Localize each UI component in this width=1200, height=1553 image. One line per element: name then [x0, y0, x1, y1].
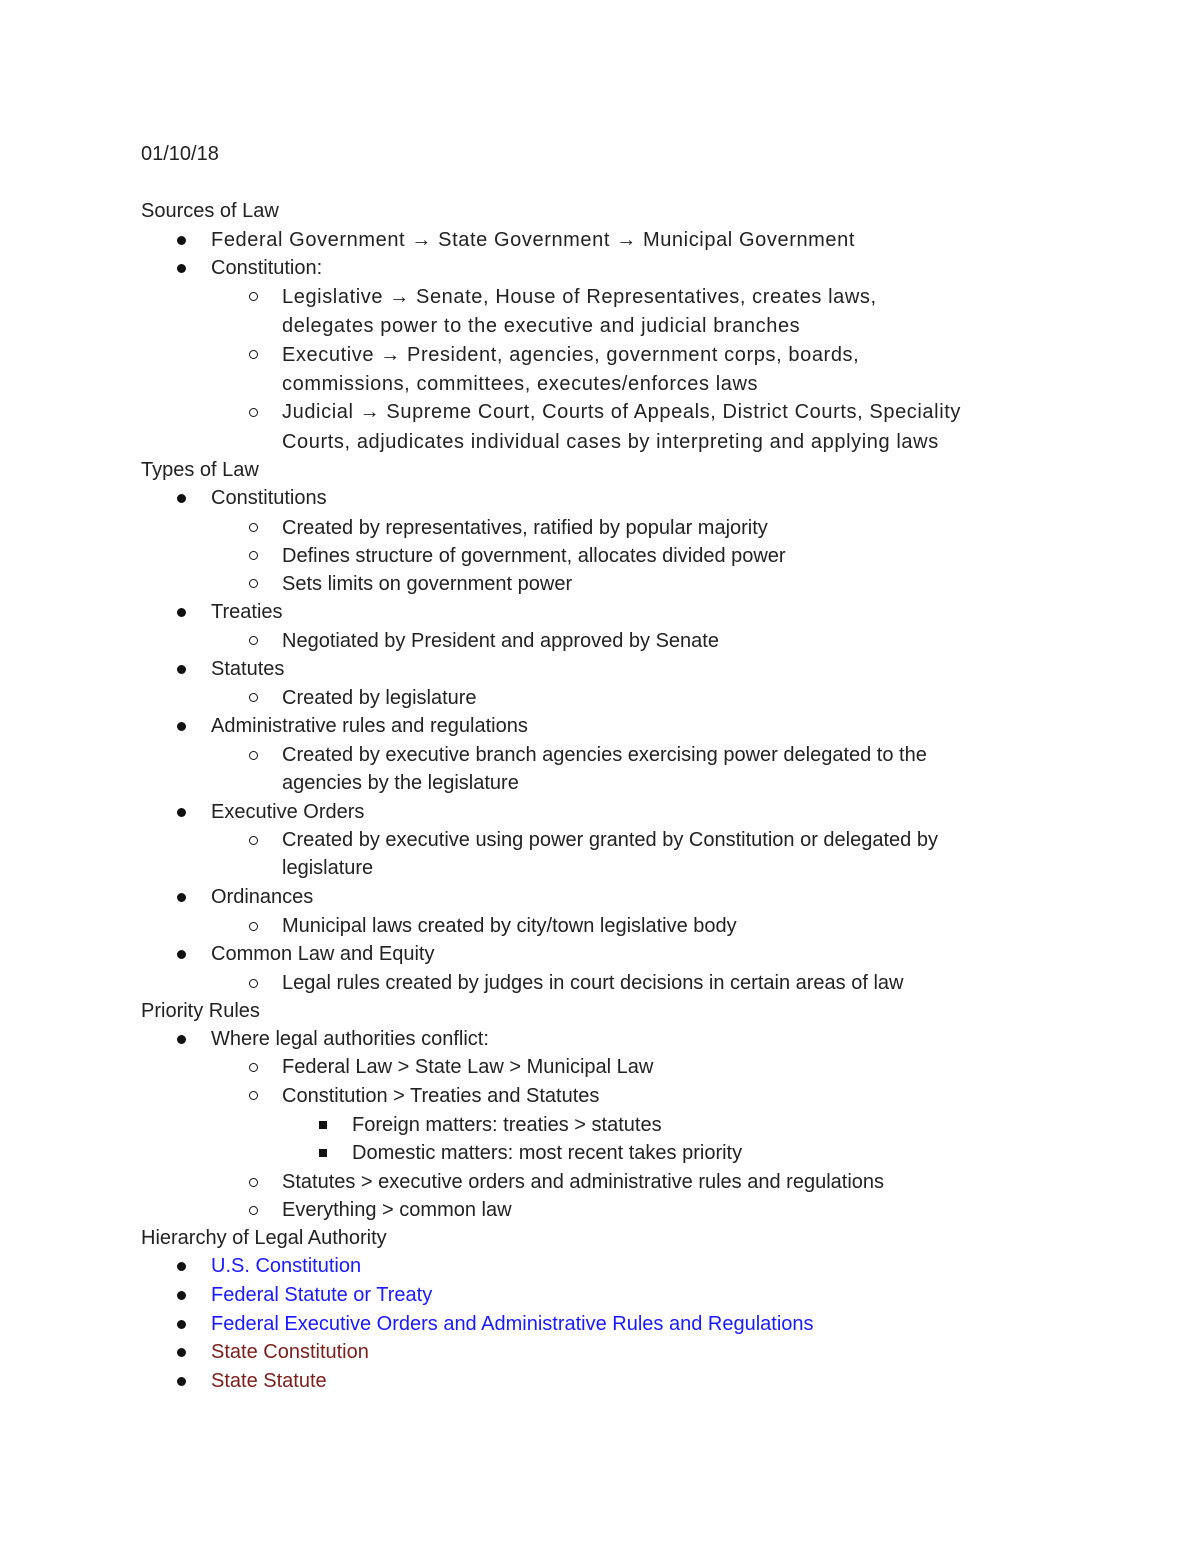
bullet-circle: [249, 751, 258, 760]
bullet-circle: [249, 1178, 258, 1187]
hierarchy-item-state: State Statute: [211, 1370, 327, 1392]
bullet-disc: [177, 1320, 186, 1329]
list-item: Executive Orders: [211, 801, 365, 823]
list-item: Sets limits on government power: [282, 573, 573, 595]
bullet-circle: [249, 408, 258, 417]
bullet-disc: [177, 893, 186, 902]
date: 01/10/18: [141, 143, 219, 165]
bullet-circle: [249, 1063, 258, 1072]
list-item: Statutes: [211, 658, 285, 680]
hierarchy-item-federal: U.S. Constitution: [211, 1255, 362, 1277]
bullet-disc: [177, 665, 186, 674]
list-item: Created by executive branch agencies exercising power delegated to the: [282, 744, 927, 766]
bullet-circle: [249, 693, 258, 702]
bullet-circle: [249, 1091, 258, 1100]
list-item: Federal Law > State Law > Municipal Law: [282, 1056, 654, 1078]
list-item: Executive → President, agencies, government corps, boards,: [282, 344, 860, 366]
heading-sources-of-law: Sources of Law: [141, 200, 279, 222]
bullet-circle: [249, 636, 258, 645]
list-item: Federal Government → State Government → Municipal Government: [211, 229, 856, 251]
list-item: Judicial → Supreme Court, Courts of Appeals, District Courts, Speciality: [282, 401, 962, 423]
list-item: Administrative rules and regulations: [211, 715, 528, 737]
bullet-circle: [249, 836, 258, 845]
hierarchy-item-federal: Federal Executive Orders and Administrative Rules and Regulations: [211, 1313, 814, 1335]
list-item: Where legal authorities conflict:: [211, 1028, 489, 1050]
bullet-circle: [249, 979, 258, 988]
list-item: Domestic matters: most recent takes priority: [352, 1142, 743, 1164]
list-item: Statutes > executive orders and administrative rules and regulations: [282, 1171, 885, 1193]
bullet-disc: [177, 1348, 186, 1357]
heading-priority-rules: Priority Rules: [141, 1000, 260, 1022]
list-item-continuation: legislature: [282, 857, 374, 879]
bullet-circle: [249, 523, 258, 532]
list-item-continuation: agencies by the legislature: [282, 772, 519, 794]
list-item: Created by legislature: [282, 687, 477, 709]
list-item-continuation: commissions, committees, executes/enforces laws: [282, 373, 759, 395]
list-item: Created by representatives, ratified by popular majority: [282, 517, 768, 539]
heading-types-of-law: Types of Law: [141, 459, 259, 481]
list-item: Ordinances: [211, 886, 314, 908]
bullet-square: [319, 1121, 327, 1129]
bullet-square: [319, 1149, 327, 1157]
list-item: Municipal laws created by city/town legislative body: [282, 915, 737, 937]
bullet-disc: [177, 236, 186, 245]
bullet-disc: [177, 1035, 186, 1044]
bullet-disc: [177, 722, 186, 731]
list-item: Common Law and Equity: [211, 943, 435, 965]
bullet-disc: [177, 1291, 186, 1300]
bullet-circle: [249, 579, 258, 588]
list-item: Created by executive using power granted by Constitution or delegated by: [282, 829, 938, 851]
heading-hierarchy-of-legal-authority: Hierarchy of Legal Authority: [141, 1227, 387, 1249]
hierarchy-item-state: State Constitution: [211, 1341, 369, 1363]
list-item: Constitution > Treaties and Statutes: [282, 1085, 600, 1107]
list-item: Foreign matters: treaties > statutes: [352, 1114, 662, 1136]
list-item: Constitution:: [211, 257, 323, 279]
bullet-circle: [249, 292, 258, 301]
list-item: Treaties: [211, 601, 283, 623]
list-item: Everything > common law: [282, 1199, 512, 1221]
bullet-circle: [249, 922, 258, 931]
bullet-circle: [249, 350, 258, 359]
list-item: Legislative → Senate, House of Representatives, creates laws,: [282, 286, 877, 308]
list-item-continuation: Courts, adjudicates individual cases by interpreting and applying laws: [282, 431, 939, 453]
list-item: Constitutions: [211, 487, 327, 509]
bullet-disc: [177, 808, 186, 817]
list-item: Defines structure of government, allocates divided power: [282, 545, 786, 567]
bullet-disc: [177, 1262, 186, 1271]
bullet-disc: [177, 1377, 186, 1386]
list-item: Legal rules created by judges in court decisions in certain areas of law: [282, 972, 904, 994]
bullet-disc: [177, 608, 186, 617]
bullet-disc: [177, 494, 186, 503]
bullet-disc: [177, 950, 186, 959]
bullet-circle: [249, 551, 258, 560]
list-item-continuation: delegates power to the executive and judicial branches: [282, 315, 801, 337]
hierarchy-item-federal: Federal Statute or Treaty: [211, 1284, 433, 1306]
bullet-circle: [249, 1206, 258, 1215]
bullet-disc: [177, 264, 186, 273]
list-item: Negotiated by President and approved by Senate: [282, 630, 719, 652]
